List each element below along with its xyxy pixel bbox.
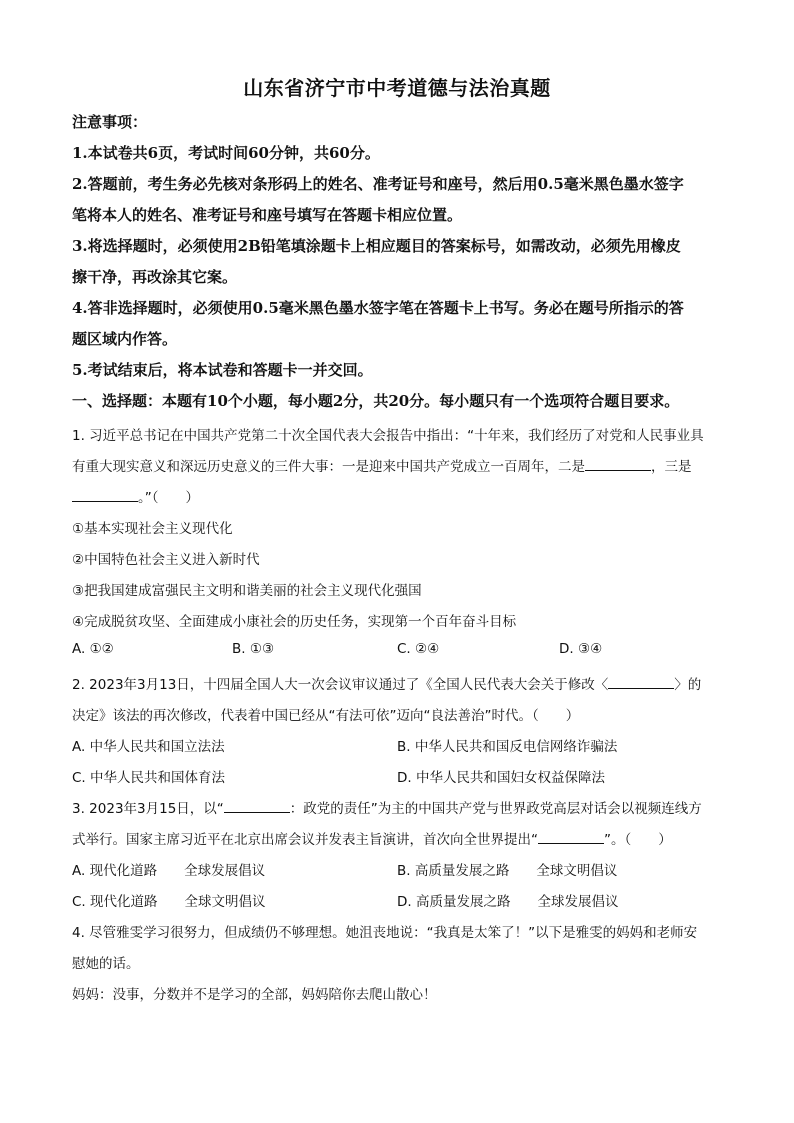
q2-stem-line2: 决定》该法的再次修改，代表着中国已经从“有法可依”迈向“良法善治”时代。（ ）	[72, 708, 580, 724]
notice-item-5: 5.考试结束后，将本试卷和答题卡一并交回。	[72, 361, 373, 379]
answer-blank	[585, 456, 651, 471]
notice-heading: 注意事项：	[72, 113, 148, 131]
q1-option-d: D. ③④	[559, 641, 603, 657]
q2-option-b: B. 中华人民共和国反电信网络诈骗法	[397, 739, 618, 755]
q2-stem-line1	[72, 673, 701, 693]
q4-stem-line1: 4. 尽管雅雯学习很努力，但成绩仍不够理想。她沮丧地说：“我真是太笨了！”以下是雅雯的妈妈和老师安	[72, 925, 698, 941]
q1-stem-line3	[72, 486, 199, 506]
q2-stem-text: 〉的	[674, 677, 702, 693]
q3-option-a: A. 现代化道路 全球发展倡议	[72, 863, 266, 879]
answer-blank	[538, 829, 604, 844]
q3-stem-line1	[72, 797, 702, 817]
q1-option-c: C. ②④	[397, 641, 440, 657]
notice-item-4-cont: 题区域内作答。	[72, 330, 178, 348]
answer-blank	[224, 798, 290, 813]
notice-item-2: 2.答题前，考生务必先核对条形码上的姓名、准考证号和座号，然后用0.5毫米黑色墨水签字	[72, 175, 684, 193]
q4-stem-line2: 慰她的话。	[72, 956, 140, 972]
q2-option-d: D. 中华人民共和国妇女权益保障法	[397, 770, 605, 786]
q1-choice-1: ①基本实现社会主义现代化	[72, 521, 233, 537]
q3-stem-text: ”。（ ）	[604, 832, 672, 848]
q1-choice-2: ②中国特色社会主义进入新时代	[72, 552, 260, 568]
q3-stem-text: 式举行。国家主席习近平在北京出席会议并发表主旨演讲，首次向全世界提出“	[72, 832, 538, 848]
q3-stem-line2	[72, 828, 672, 848]
q2-option-a: A. 中华人民共和国立法法	[72, 739, 225, 755]
page-title: 山东省济宁市中考道德与法治真题	[243, 76, 551, 100]
notice-item-4: 4.答非选择题时，必须使用0.5毫米黑色墨水签字笔在答题卡上书写。务必在题号所指示的答	[72, 299, 684, 317]
q3-stem-text: ：政党的责任”为主的中国共产党与世界政党高层对话会以视频连线方	[289, 801, 702, 817]
q4-mother-quote: 妈妈：没事，分数并不是学习的全部，妈妈陪你去爬山散心！	[72, 987, 437, 1003]
q3-option-d: D. 高质量发展之路 全球发展倡议	[397, 894, 619, 910]
q2-option-c: C. 中华人民共和国体育法	[72, 770, 226, 786]
q3-option-b: B. 高质量发展之路 全球文明倡议	[397, 863, 618, 879]
q1-choice-3: ③把我国建成富强民主文明和谐美丽的社会主义现代化强国	[72, 583, 422, 599]
answer-blank	[608, 674, 674, 689]
notice-item-3: 3.将选择题时，必须使用2B铅笔填涂题卡上相应题目的答案标号，如需改动，必须先用橡皮	[72, 237, 681, 255]
section-heading: 一、选择题：本题有10个小题，每小题2分，共20分。每小题只有一个选项符合题目要求。	[72, 392, 680, 410]
q2-stem-text: 2. 2023年3月13日，十四届全国人大一次会议审议通过了《全国人民代表大会关于修改〈	[72, 677, 609, 693]
q1-option-a: A. ①②	[72, 641, 114, 657]
q1-stem-line2	[72, 455, 692, 475]
q1-stem-line1: 1. 习近平总书记在中国共产党第二十次全国代表大会报告中指出：“十年来，我们经历了对党和人民事业具	[72, 428, 704, 444]
notice-item-2-cont: 笔将本人的姓名、准考证号和座号填写在答题卡相应位置。	[72, 206, 463, 224]
q3-option-c: C. 现代化道路 全球文明倡议	[72, 894, 266, 910]
q1-stem-text: 有重大现实意义和深远历史意义的三件大事：一是迎来中国共产党成立一百周年，二是	[72, 459, 585, 475]
q1-choice-4: ④完成脱贫攻坚、全面建成小康社会的历史任务，实现第一个百年奋斗目标	[72, 614, 517, 630]
q3-stem-text: 3. 2023年3月15日，以“	[72, 801, 224, 817]
q1-stem-text: ，三是	[651, 459, 692, 475]
notice-item-1: 1.本试卷共6页，考试时间60分钟，共60分。	[72, 144, 380, 162]
q1-stem-text: 。”（ ）	[138, 490, 199, 506]
answer-blank	[72, 487, 138, 502]
q1-option-b: B. ①③	[232, 641, 275, 657]
notice-item-3-cont: 擦干净，再改涂其它案。	[72, 268, 238, 286]
